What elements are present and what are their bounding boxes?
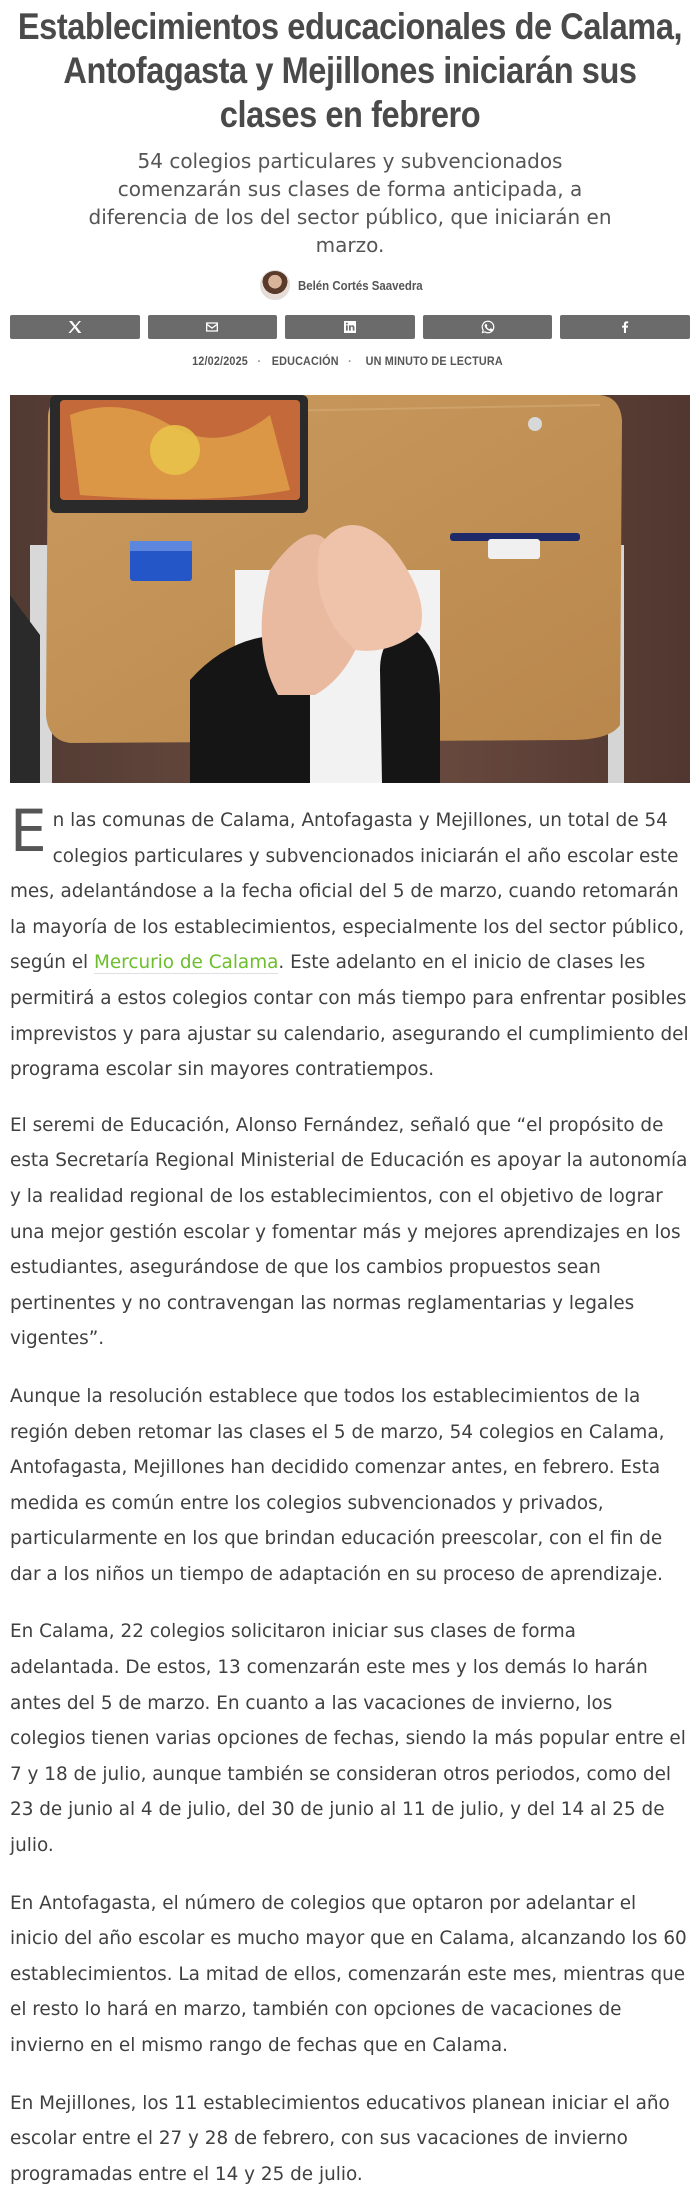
share-x-button[interactable]: [10, 315, 140, 339]
author-avatar: [260, 270, 290, 300]
paragraph-4: En Calama, 22 colegios solicitaron iniciar sus clases de forma adelantada. De estos, 13 comenzarán este mes y los demás lo harán antes del 5 de marzo. En cuanto a las vacaciones de invierno, los colegios tienen varias opciones de fechas, siendo la más popular entre el 7 y 18 de julio, aunque también se consideran otros periodos, como del 23 de junio al 4 de julio, del 30 de junio al 11 de julio, y del 14 al 25 de julio.: [10, 1621, 686, 1857]
paragraph-5: En Antofagasta, el número de colegios que optaron por adelantar el inicio del año escolar es mucho mayor que en Calama, alcanzando los 60 establecimientos. La mitad de ellos, comenzarán este mes, mientras que el resto lo hará en marzo, también con opciones de vacaciones de invierno en el mismo rango de fechas que en Calama.: [10, 1892, 687, 2056]
meta-separator: ·: [348, 354, 353, 368]
paragraph-2: El seremi de Educación, Alonso Fernández, señaló que “el propósito de esta Secretaría Regional Ministerial de Educación es apoyar la autonomía y la realidad regional de los establecimientos, con el objetivo de lograr una mejor gestión escolar y fomentar más y mejores aprendizajes en los estudiantes, asegurándose de que los cambios propuestos sean pertinentes y no contravengan las normas reglamentarias y legales vigentes”.: [10, 1114, 688, 1350]
article-date: 12/02/2025: [192, 354, 249, 368]
article-subtitle: 54 colegios particulares y subvencionados comenzarán sus clases de forma anticipada, a diferencia de los del sector público, que iniciarán en marzo.: [88, 149, 612, 257]
article-read-time: UN MINUTO DE LECTURA: [365, 354, 504, 368]
whatsapp-icon: [480, 319, 496, 335]
article-body: [10, 797, 690, 2192]
facebook-icon: [617, 319, 633, 335]
share-facebook-button[interactable]: [560, 315, 690, 339]
paragraph-3: Aunque la resolución establece que todos los establecimientos de la región deben retomar las clases el 5 de marzo, 54 colegios en Calama, Antofagasta, Mejillones han decidido comenzar antes, en febrero. Esta medida es común entre los colegios subvencionados y privados, particularmente en los que brindan educación preescolar, con el fin de dar a los niños un tiempo de adaptación en su proceso de aprendizaje.: [10, 1385, 665, 1585]
share-linkedin-button[interactable]: [285, 315, 415, 339]
meta-separator: ·: [257, 354, 262, 368]
linkedin-icon: [342, 319, 358, 335]
drop-cap: E: [10, 797, 47, 865]
share-whatsapp-button[interactable]: [423, 315, 553, 339]
share-bar: [10, 315, 690, 339]
author-name[interactable]: Belén Cortés Saavedra: [298, 277, 423, 293]
paragraph-6: En Mejillones, los 11 establecimientos educativos planean iniciar el año escolar entre el 27 y 28 de febrero, con sus vacaciones de invierno programadas entre el 14 y 25 de julio.: [10, 2092, 670, 2185]
author-byline: [10, 269, 690, 301]
article-title: Establecimientos educacionales de Calama, Antofagasta y Mejillones iniciarán sus clases en febrero: [17, 6, 683, 135]
hero-image: [10, 395, 690, 783]
article-category[interactable]: EDUCACIÓN: [271, 354, 339, 368]
source-link[interactable]: Mercurio de Calama: [94, 952, 279, 974]
email-icon: [204, 319, 220, 335]
share-email-button[interactable]: [148, 315, 278, 339]
x-icon: [67, 319, 83, 335]
article-meta: [10, 351, 690, 371]
paragraph-1: En las comunas de Calama, Antofagasta y Mejillones, un total de 54 colegios particulares y subvencionados iniciarán el año escolar este mes, adelantándose a la fecha oficial del 5 de marzo, cuando retomarán la mayoría de los establecimientos, especialmente los del sector público, según el Mercurio de Calama. Este adelanto en el inicio de clases les permitirá a estos colegios contar con más tiempo para enfrentar posibles imprevistos y para ajustar su calendario, asegurando el cumplimiento del programa escolar sin mayores contratiempos.: [10, 797, 689, 1081]
